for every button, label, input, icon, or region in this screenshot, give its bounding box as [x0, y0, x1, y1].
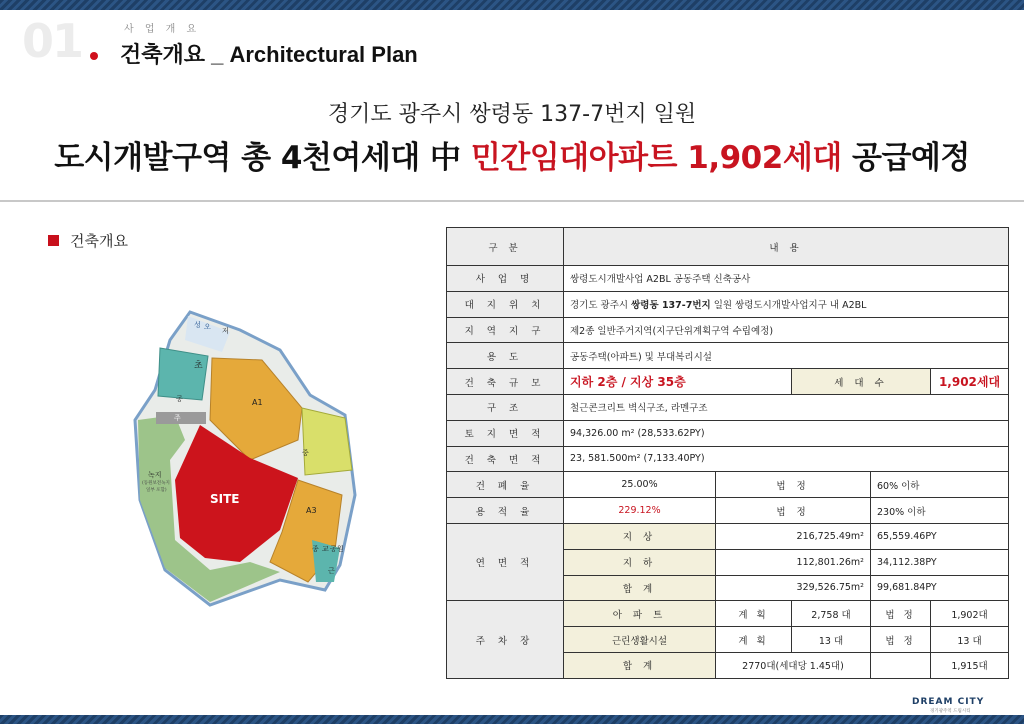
business-name-value: 쌍령도시개발사업 A2BL 공동주택 신축공사	[564, 266, 1009, 292]
parking-legal-value: 13 대	[931, 627, 1009, 653]
structure-label: 구 조	[447, 394, 564, 420]
section-number: 01	[22, 14, 83, 68]
land-area-value: 94,326.00 m² (28,533.62PY)	[564, 420, 1009, 446]
table-row	[447, 317, 1009, 343]
parking-total-legal: 1,915대	[931, 652, 1009, 678]
map-label-school: 초	[194, 361, 203, 371]
map-label-school-sub: 공	[176, 395, 183, 403]
floor-area-sub: 지 상	[564, 523, 716, 549]
table-row	[447, 601, 1009, 627]
bottom-stripe	[0, 715, 1024, 724]
map-label-top-left: 오	[204, 323, 211, 331]
floor-area-sub: 지 하	[564, 549, 716, 575]
map-road	[156, 412, 206, 424]
floor-area-m2: 112,801.26m²	[716, 549, 871, 575]
building-area-label: 건 축 면 적	[447, 446, 564, 472]
zone-value: 제2종 일반주거지역(지구단위계획구역 수립예정)	[564, 317, 1009, 343]
brand-logo: DREAM CITY	[912, 697, 985, 707]
land-area-label: 토 지 면 적	[447, 420, 564, 446]
headline-part1: 도시개발구역 총 4천여세대 中	[54, 140, 471, 176]
table-row	[447, 446, 1009, 472]
parking-total-empty	[871, 652, 931, 678]
map-school	[158, 348, 208, 400]
table-row	[447, 266, 1009, 292]
map-label-a1: A1	[252, 398, 263, 407]
parking-label: 주 차 장	[447, 601, 564, 678]
parking-sub: 근린생활시설	[564, 627, 716, 653]
parking-sub: 아 파 트	[564, 601, 716, 627]
brand-subtitle: 경기광주역 드림시티	[930, 709, 971, 714]
parking-legal-label: 법 정	[871, 627, 931, 653]
table-row	[447, 498, 1009, 524]
headline	[0, 132, 1024, 177]
architecture-spec-table	[446, 227, 1009, 679]
coverage-legal-value: 60% 이하	[871, 472, 1009, 498]
floor-area-sub: 합 계	[564, 575, 716, 601]
map-right-blocks	[302, 408, 352, 475]
page-title: 건축개요 _ Architectural Plan	[120, 42, 418, 67]
site-location-value	[564, 291, 1009, 317]
headline-part2: 공급예정	[841, 140, 970, 176]
parking-legal-value: 1,902대	[931, 601, 1009, 627]
table-row	[447, 523, 1009, 549]
section-kicker: 사 업 개 요	[124, 24, 201, 35]
section-title: 건축개요	[70, 232, 128, 250]
red-dot-icon	[90, 52, 98, 60]
floor-area-py: 99,681.84PY	[871, 575, 1009, 601]
header-content: 내 용	[564, 228, 1009, 266]
use-value: 공동주택(아파트) 및 부대복리시설	[564, 343, 1009, 369]
parking-plan-value: 2,758 대	[792, 601, 871, 627]
coverage-legal-label: 법 정	[716, 472, 871, 498]
divider	[0, 200, 1024, 202]
parking-legal-label: 법 정	[871, 601, 931, 627]
map-label-green-sub2: 일부 포함)	[146, 488, 167, 493]
floor-area-m2: 329,526.75m²	[716, 575, 871, 601]
site-location-bold: 쌍령동 137-7번지	[631, 300, 711, 312]
units-label: 세 대 수	[792, 369, 931, 395]
floor-area-label: 연 면 적	[447, 523, 564, 600]
table-row	[447, 420, 1009, 446]
table-header-row	[447, 228, 1009, 266]
location-line: 경기도 광주시 쌍령동 137-7번지 일원	[327, 102, 697, 127]
far-legal-value: 230% 이하	[871, 498, 1009, 524]
parking-plan-value: 13 대	[792, 627, 871, 653]
site-map-svg	[130, 300, 360, 610]
table-row	[447, 394, 1009, 420]
map-label-green: 녹지	[148, 471, 162, 479]
map-label-top-right: 저	[222, 327, 229, 335]
coverage-value: 25.00%	[564, 472, 716, 498]
far-label: 용 적 율	[447, 498, 564, 524]
map-label-site: SITE	[210, 492, 240, 506]
table-row	[447, 369, 1009, 395]
square-bullet-icon	[48, 235, 59, 246]
table-row	[447, 343, 1009, 369]
site-location-pre: 경기도 광주시	[570, 300, 632, 312]
parking-plan-label: 계 획	[716, 601, 792, 627]
floor-area-m2: 216,725.49m²	[716, 523, 871, 549]
parking-total-sub: 합 계	[564, 652, 716, 678]
far-legal-label: 법 정	[716, 498, 871, 524]
floor-area-py: 34,112.38PY	[871, 549, 1009, 575]
parking-total-value: 2770대(세대당 1.45대)	[716, 652, 871, 678]
scale-label: 건 축 규 모	[447, 369, 564, 395]
map-label-mid: 중	[302, 449, 309, 457]
scale-value: 지하 2층 / 지상 35층	[564, 369, 792, 395]
map-label-bottom3: 공원	[330, 545, 344, 553]
map-label-a3: A3	[306, 506, 317, 515]
site-location-label: 대 지 위 치	[447, 291, 564, 317]
parking-plan-label: 계 획	[716, 627, 792, 653]
coverage-label: 건 폐 율	[447, 472, 564, 498]
business-name-label: 사 업 명	[447, 266, 564, 292]
map-label-green-sub1: (동원보전녹지	[142, 481, 170, 486]
map-label-bottom4: 근	[328, 567, 335, 575]
map-label-bottom2: 교	[322, 545, 329, 553]
far-value: 229.12%	[564, 498, 716, 524]
site-map	[130, 300, 360, 610]
header-label: 구 분	[447, 228, 564, 266]
site-location-post: 일원 쌍령도시개발사업지구 내 A2BL	[710, 300, 867, 312]
map-label-top-small: 성	[194, 321, 201, 329]
use-label: 용 도	[447, 343, 564, 369]
top-stripe	[0, 0, 1024, 10]
units-value: 1,902세대	[931, 369, 1009, 395]
headline-highlight: 민간임대아파트 1,902세대	[470, 140, 842, 176]
map-label-bottom1: 종	[312, 545, 319, 553]
zone-label: 지 역 지 구	[447, 317, 564, 343]
table-row	[447, 472, 1009, 498]
floor-area-py: 65,559.46PY	[871, 523, 1009, 549]
structure-value: 철근콘크리트 벽식구조, 라멘구조	[564, 394, 1009, 420]
table-row	[447, 291, 1009, 317]
building-area-value: 23, 581.500m² (7,133.40PY)	[564, 446, 1009, 472]
map-label-road-mark: 주	[174, 414, 181, 422]
